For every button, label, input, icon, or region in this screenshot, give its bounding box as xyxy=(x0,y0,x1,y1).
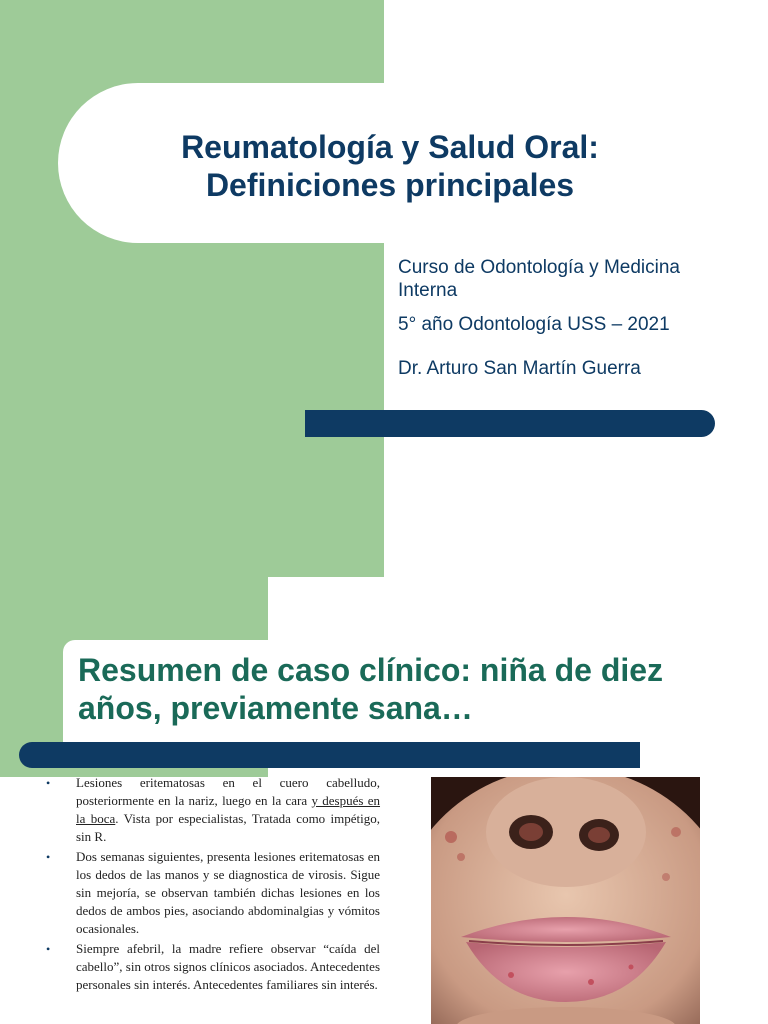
slide-title xyxy=(130,128,650,204)
bullet-icon: • xyxy=(46,850,51,864)
clinical-photo xyxy=(431,777,700,1024)
list-item xyxy=(46,940,380,994)
bullet-icon: • xyxy=(46,776,51,790)
course-year: 5° año Odontología USS – 2021 xyxy=(398,314,670,335)
slide-title-line1: Reumatología y Salud Oral: xyxy=(181,129,599,165)
slide-title-line2: Definiciones principales xyxy=(205,167,575,203)
author-name: Dr. Arturo San Martín Guerra xyxy=(398,358,641,379)
bullet-text-end: . Vista por especialistas, Tratada como impétigo, sin R. xyxy=(76,811,381,844)
list-item xyxy=(46,848,380,938)
course-name-line1: Curso de Odontología y Medicina xyxy=(398,257,680,278)
bullet-text-underlined: y después en la boca xyxy=(76,793,381,826)
decorative-bar xyxy=(305,410,715,437)
course-name-line2: Interna xyxy=(398,280,458,301)
case-bullet-list xyxy=(46,774,380,996)
bullet-icon: • xyxy=(46,942,51,956)
decorative-bar xyxy=(19,742,640,768)
clinical-photo-illustration xyxy=(431,777,700,1024)
bullet-text-start: Lesiones eritematosas en el cuero cabelludo, posteriormente en la nariz, luego en la cara xyxy=(76,775,380,808)
bullet-text: Dos semanas siguientes, presenta lesiones eritematosas en los dedos de las manos y se diagnostica de virosis. Sigue sin mejoría, se observan también dichas lesiones en los dedos de ambos pies, asociando abdominalgias y vómitos ocasionales. xyxy=(76,849,380,936)
case-slide xyxy=(0,577,768,1024)
slide-title-line1: Resumen de caso clínico: niña de diez xyxy=(78,652,664,688)
slide-subtitle xyxy=(398,256,748,380)
list-item xyxy=(46,774,380,846)
slide-title xyxy=(78,651,738,727)
slide-title-line2: años, previamente sana… xyxy=(78,690,473,726)
bullet-text: Siempre afebril, la madre refiere observar “caída del cabello”, sin otros signos clínicos asociados. Antecedentes personales sin interés. Antecedentes familiares sin interés. xyxy=(76,941,380,992)
